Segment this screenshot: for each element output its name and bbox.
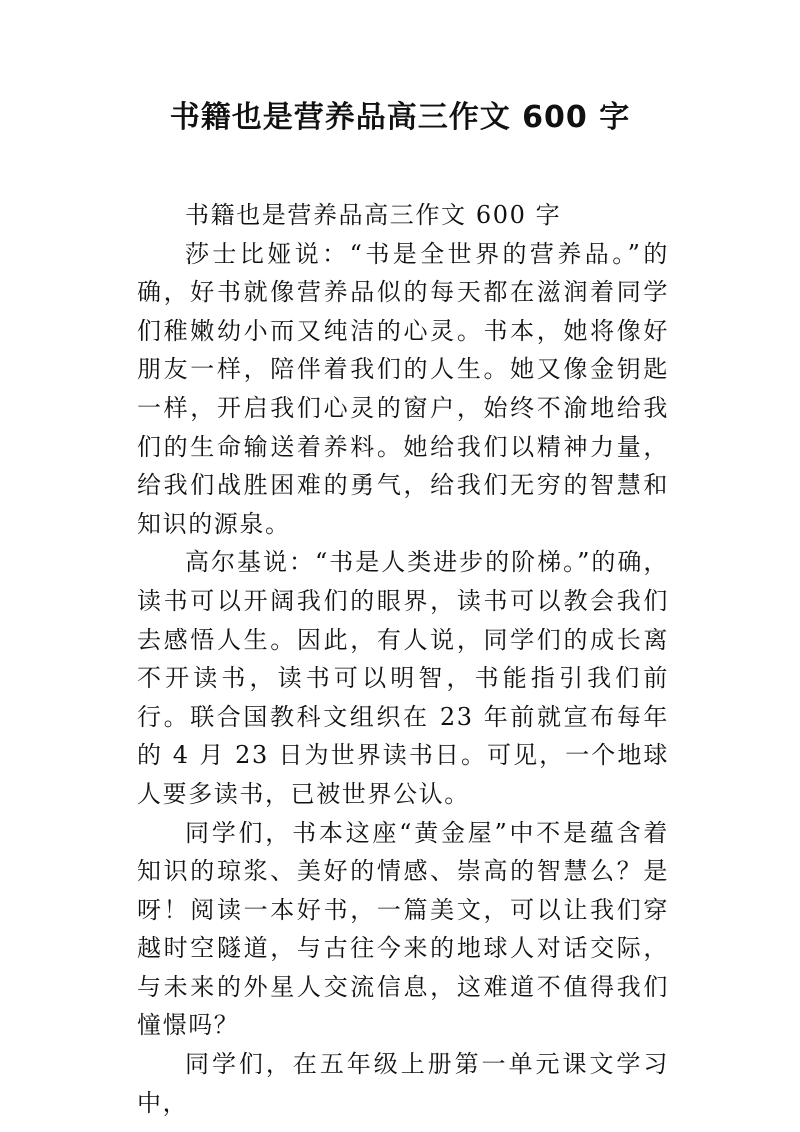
paragraph-gorky: 高尔基说：“书是人类进步的阶梯。”的确，读书可以开阔我们的眼界，读书可以教会我们去感悟人生。因此，有人说，同学们的成长离不开读书，读书可以明智，书能指引我们前行。联合国教科文组织在 23 年前就宣布每年的 4 月 23 日为世界读书日。可见，一个地球人要多读书，已被世界公认。 <box>137 548 669 808</box>
document-title: 书籍也是营养品高三作文 600 字 <box>169 100 631 135</box>
paragraph-heading-repeat: 书籍也是营养品高三作文 600 字 <box>185 201 562 229</box>
paragraph-golden-house: 同学们，书本这座“黄金屋”中不是蕴含着知识的琼浆、美好的情感、崇高的智慧么？是呀！阅读一本好书，一篇美文，可以让我们穿越时空隧道，与古往今来的地球人对话交际，与未来的外星人交流信息，这难道不值得我们憧憬吗？ <box>137 818 669 1040</box>
document-body <box>137 196 669 1122</box>
paragraph-fifth-grade: 同学们，在五年级上册第一单元课文学习中， <box>137 1050 669 1117</box>
paragraph-shakespeare: 莎士比娅说：“书是全世界的营养品。”的确，好书就像营养品似的每天都在滋润着同学们稚嫩幼小而又纯洁的心灵。书本，她将像好朋友一样，陪伴着我们的人生。她又像金钥匙一样，开启我们心灵的窗户，始终不渝地给我们的生命输送着养料。她给我们以精神力量，给我们战胜困难的勇气，给我们无穷的智慧和知识的源泉。 <box>137 239 669 538</box>
